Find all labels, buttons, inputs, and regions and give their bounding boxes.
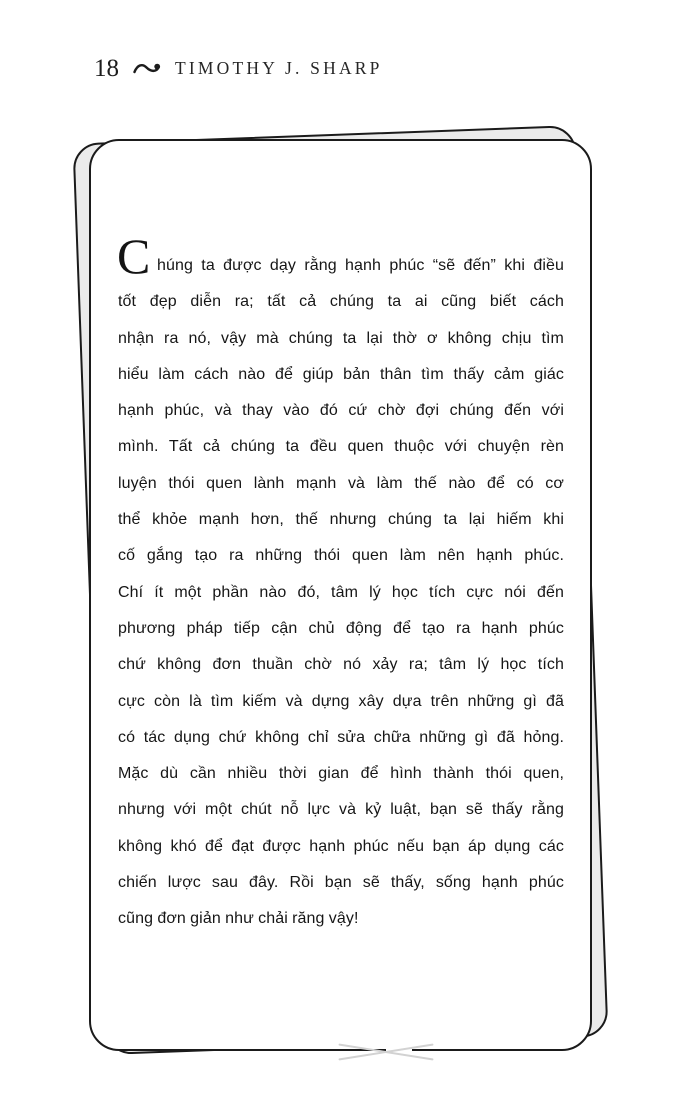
fold-artifact	[340, 1040, 432, 1064]
page-text	[91, 141, 590, 1049]
front-page-sheet	[89, 139, 592, 1051]
text-line: luyện thói quen lành mạnh và làm thế nào để có cơ	[118, 474, 564, 492]
drop-cap: C	[117, 228, 151, 284]
swirl-ornament-icon	[133, 58, 161, 83]
text-line: Chí ít một phần nào đó, tâm lý học tích cực nói đến	[118, 583, 564, 601]
text-line: hạnh phúc, và thay vào đó cứ chờ đợi chúng đến với	[118, 402, 564, 420]
text-line: húng ta được dạy rằng hạnh phúc “sẽ đến” khi điều	[157, 257, 564, 274]
text-line: phương pháp tiếp cận chủ động để tạo ra hạnh phúc	[118, 619, 564, 637]
text-line: hiểu làm cách nào để giúp bản thân tìm thấy cảm giác	[118, 365, 564, 383]
text-line: không khó để đạt được hạnh phúc nếu bạn áp dụng các	[118, 837, 564, 855]
page-number: 18	[94, 55, 119, 82]
text-line: cố gắng tạo ra những thói quen làm nên hạnh phúc.	[118, 547, 564, 565]
text-line: mình. Tất cả chúng ta đều quen thuộc với chuyện rèn	[118, 438, 564, 456]
text-line: chiến lược sau đây. Rồi bạn sẽ thấy, sống hạnh phúc	[118, 874, 564, 892]
book-page-illustration	[89, 139, 592, 1051]
text-line: Mặc dù cần nhiều thời gian để hình thành thói quen,	[118, 765, 564, 783]
author-name: TIMOTHY J. SHARP	[175, 58, 383, 79]
text-line: cũng đơn giản như chải răng vậy!	[118, 910, 359, 928]
text-line: cực còn là tìm kiếm và dựng xây dựa trên những gì đã	[118, 692, 564, 710]
text-line: tốt đẹp diễn ra; tất cả chúng ta ai cũng biết cách	[118, 293, 564, 311]
text-line: chứ không đơn thuần chờ nó xảy ra; tâm lý học tích	[118, 656, 564, 674]
text-line: thể khỏe mạnh hơn, thế nhưng chúng ta lại hiếm khi	[118, 511, 564, 529]
text-line: nhưng với một chút nỗ lực và kỷ luật, bạn sẽ thấy rằng	[118, 801, 564, 819]
text-line: nhận ra nó, vậy mà chúng ta lại thờ ơ không chịu tìm	[118, 329, 564, 347]
running-header	[94, 54, 383, 83]
text-line: có tác dụng chứ không chỉ sửa chữa những gì đã hỏng.	[118, 728, 564, 746]
